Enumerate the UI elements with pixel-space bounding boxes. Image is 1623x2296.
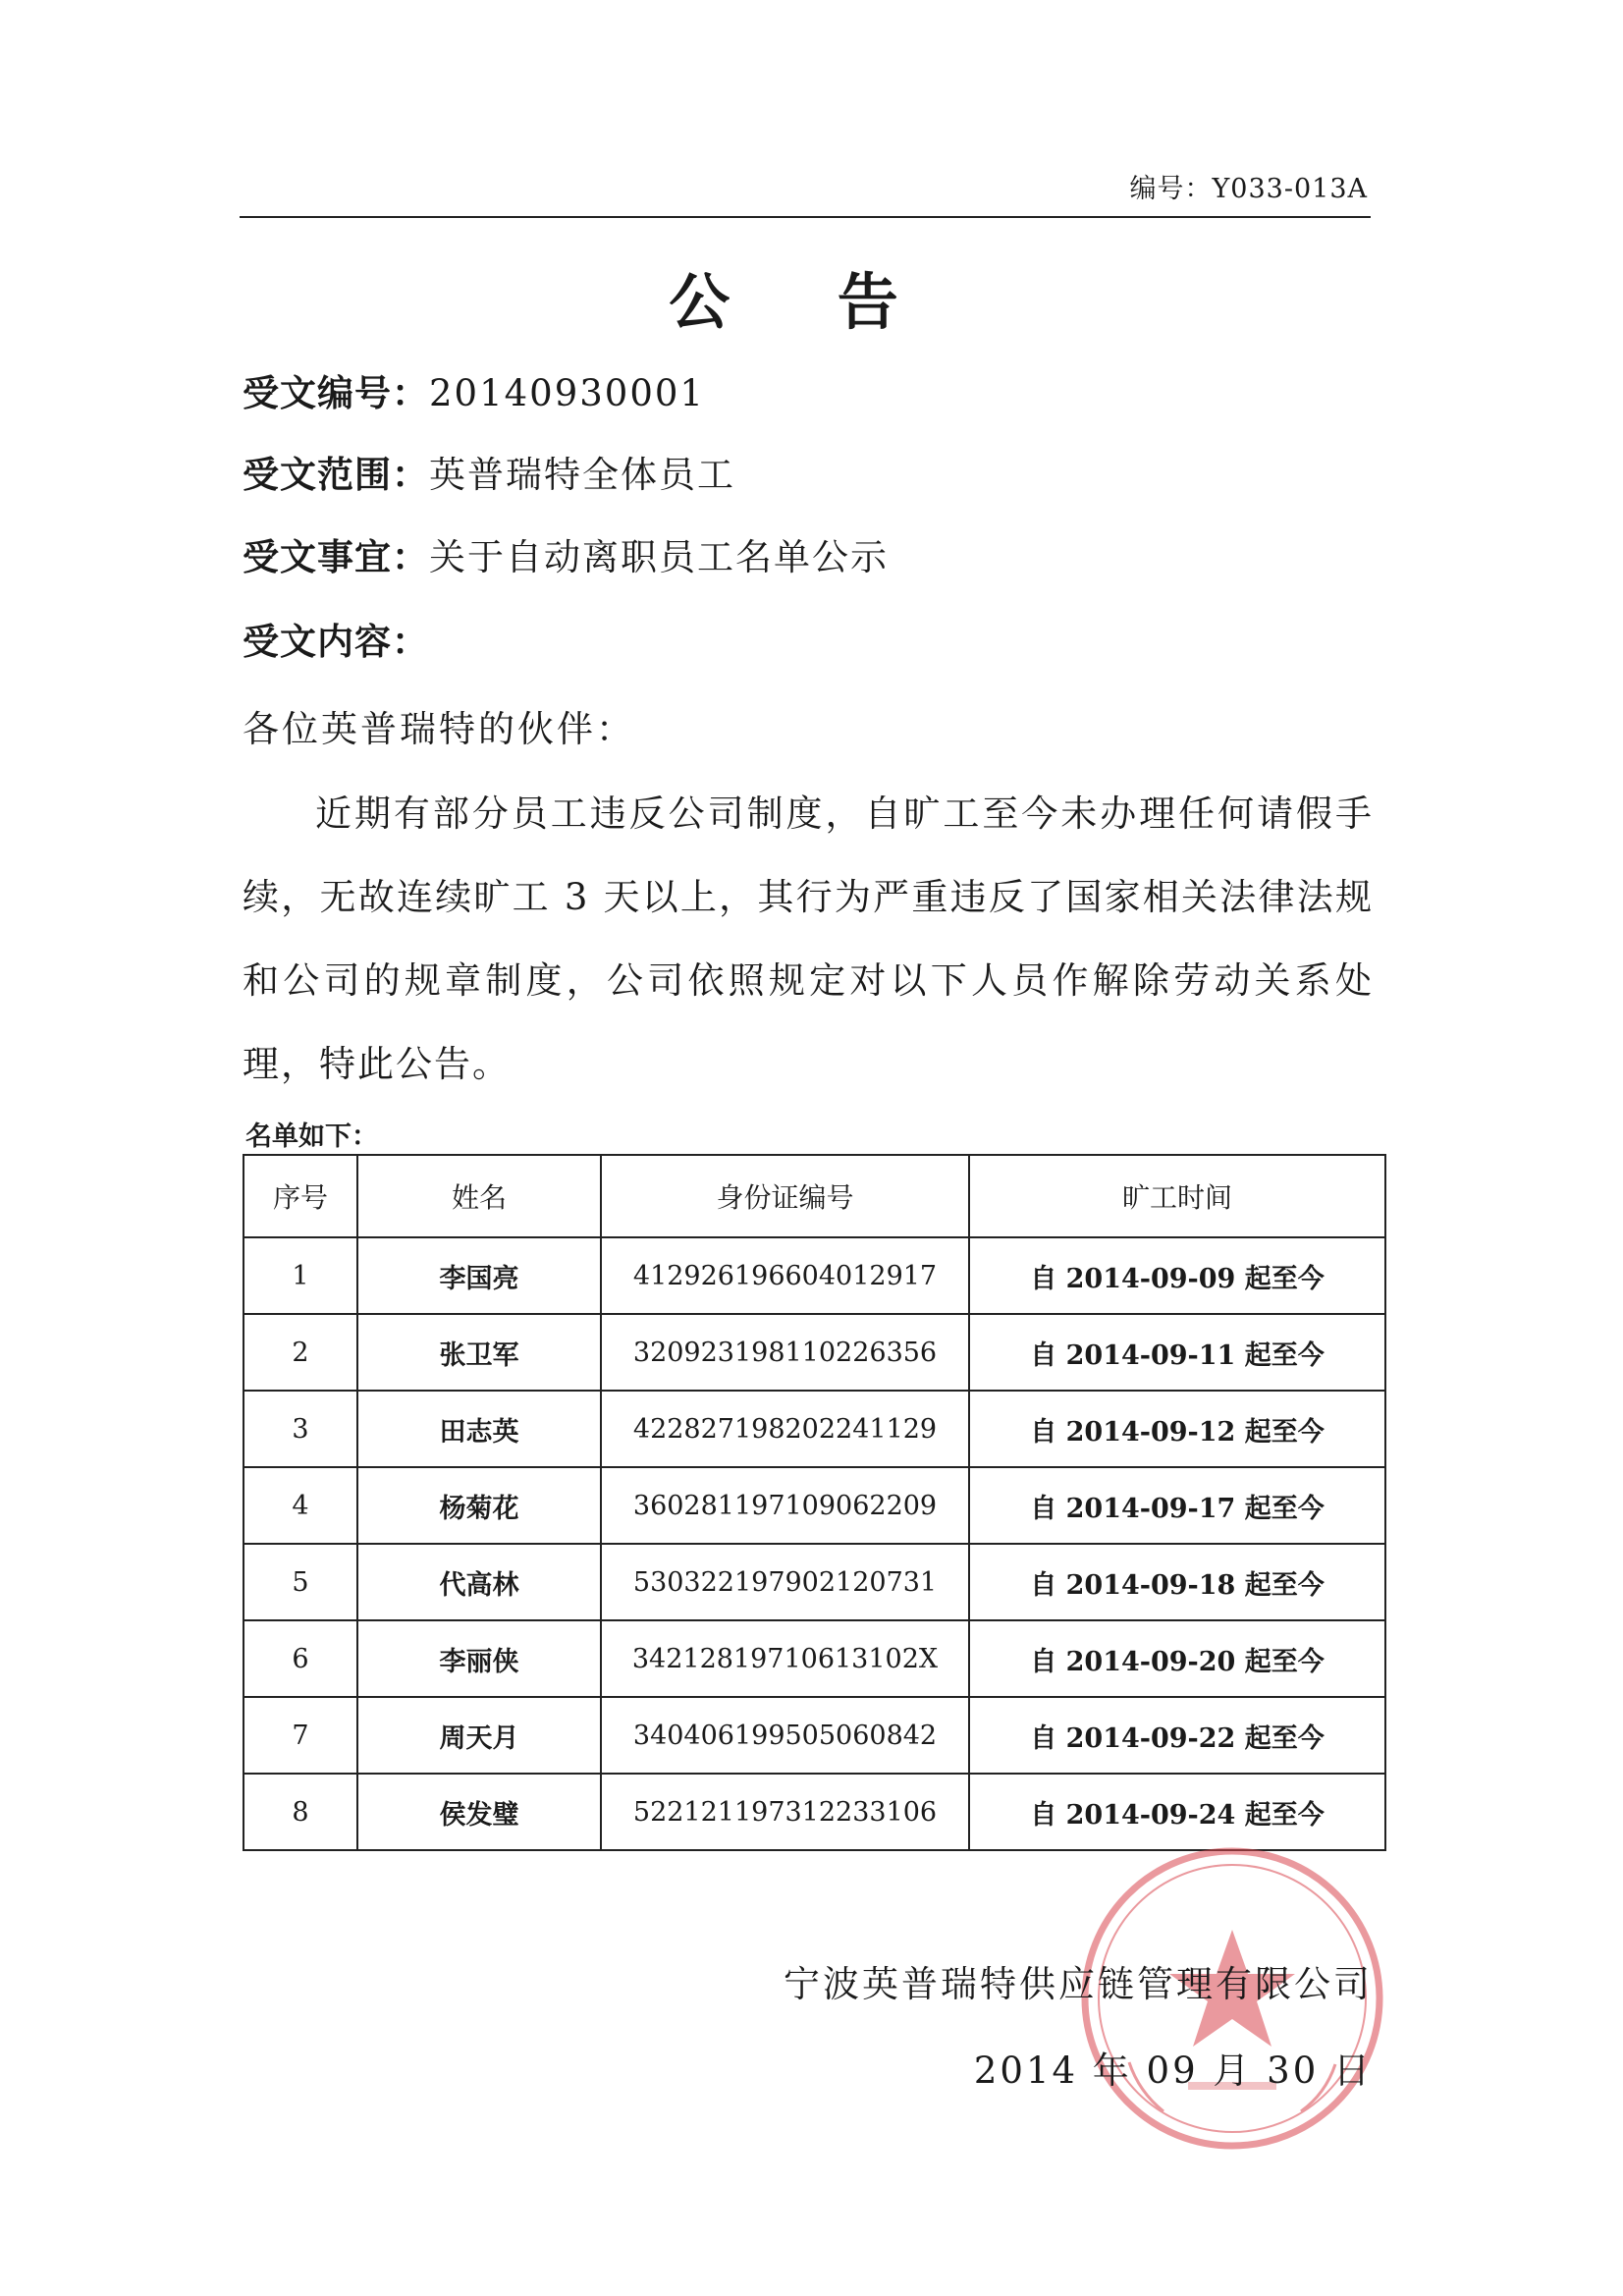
document-number [1129,167,1368,205]
table-header-row [243,1155,1385,1237]
cell-id: 530322197902120731 [601,1544,969,1620]
meta-value: 20140930001 [429,372,705,414]
column-header: 身份证编号 [601,1155,969,1237]
employee-table [243,1154,1386,1851]
cell-name: 侯发璧 [357,1774,601,1850]
table-row [243,1237,1385,1314]
document-number-value: Y033-013A [1212,174,1368,204]
cell-id: 340406199505060842 [601,1697,969,1774]
column-header: 旷工时间 [969,1155,1385,1237]
meta-label: 受文编号： [243,372,429,414]
table-row [243,1544,1385,1620]
column-header: 姓名 [357,1155,601,1237]
cell-period: 自 2014-09-09 起至今 [969,1237,1385,1314]
cell-period: 自 2014-09-22 起至今 [969,1697,1385,1774]
cell-name: 李丽侠 [357,1620,601,1697]
header-divider [240,216,1371,218]
cell-period: 自 2014-09-24 起至今 [969,1774,1385,1850]
meta-scope [243,445,735,498]
cell-id: 360281197109062209 [601,1467,969,1544]
cell-name: 杨菊花 [357,1467,601,1544]
cell-period: 自 2014-09-11 起至今 [969,1314,1385,1391]
cell-name: 张卫军 [357,1314,601,1391]
cell-id: 320923198110226356 [601,1314,969,1391]
table-row [243,1620,1385,1697]
cell-period: 自 2014-09-17 起至今 [969,1467,1385,1544]
meta-label: 受文内容： [243,621,429,663]
cell-number: 8 [243,1774,357,1850]
cell-id: 522121197312233106 [601,1774,969,1850]
cell-id: 34212819710613102X [601,1620,969,1697]
page-title: 公 告 [669,266,942,338]
cell-period: 自 2014-09-18 起至今 [969,1544,1385,1620]
meta-label: 受文事宜： [243,536,429,578]
signature-date: 2014 年 09 月 30 日 [973,2050,1373,2092]
cell-number: 5 [243,1544,357,1620]
cell-period: 自 2014-09-20 起至今 [969,1620,1385,1697]
table-row [243,1467,1385,1544]
document-number-label: 编号： [1129,174,1213,204]
list-heading: 名单如下： [245,1121,378,1152]
notice-body: 近期有部分员工违反公司制度，自旷工至今未办理任何请假手续，无故连续旷工 3 天以上，其行为严重违反了国家相关法律法规和公司的规章制度，公司依照规定对以下人员作解除劳动关系处理，特此公告。 [243,793,1374,1085]
cell-period: 自 2014-09-12 起至今 [969,1391,1385,1467]
table-row [243,1697,1385,1774]
salutation: 各位英普瑞特的伙伴： [243,708,635,750]
cell-name: 代高林 [357,1544,601,1620]
meta-value: 关于自动离职员工名单公示 [429,536,889,578]
cell-id: 422827198202241129 [601,1391,969,1467]
cell-number: 6 [243,1620,357,1697]
cell-name: 李国亮 [357,1237,601,1314]
column-header: 序号 [243,1155,357,1237]
cell-number: 1 [243,1237,357,1314]
cell-number: 3 [243,1391,357,1467]
signature-company: 宁波英普瑞特供应链管理有限公司 [784,1963,1373,2005]
meta-content [243,612,429,665]
cell-number: 7 [243,1697,357,1774]
table-row [243,1314,1385,1391]
cell-number: 4 [243,1467,357,1544]
table-row [243,1391,1385,1467]
meta-value: 英普瑞特全体员工 [429,454,735,496]
meta-doc-id [243,363,705,416]
cell-name: 田志英 [357,1391,601,1467]
cell-name: 周天月 [357,1697,601,1774]
cell-number: 2 [243,1314,357,1391]
cell-id: 412926196604012917 [601,1237,969,1314]
meta-label: 受文范围： [243,454,429,496]
meta-subject [243,527,889,580]
